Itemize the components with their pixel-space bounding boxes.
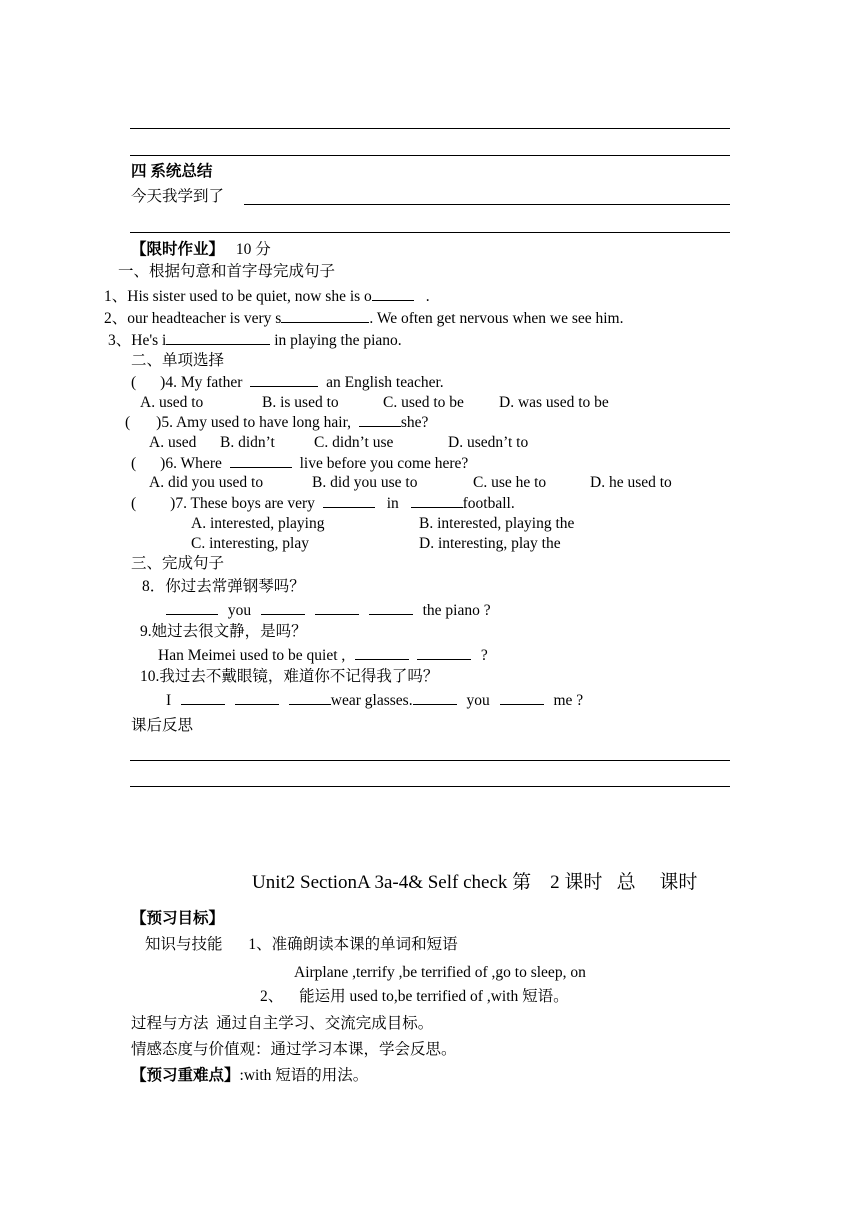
answer-paren-open[interactable]: ( (125, 414, 131, 431)
answer-blank[interactable] (372, 286, 414, 301)
answer-blank[interactable] (417, 645, 471, 660)
homework-time: 10 分 (235, 241, 271, 258)
part2-heading: 二、单项选择 (131, 352, 225, 369)
answer-blank[interactable] (235, 690, 279, 705)
skill-row-2 (260, 987, 569, 1007)
answer-blank[interactable] (289, 690, 331, 705)
q7-option-d[interactable]: D. interesting, play the (419, 535, 561, 552)
reflection-line[interactable] (130, 760, 730, 761)
answer-line (130, 155, 730, 156)
question-text-end: she? (400, 414, 429, 431)
q6-option-d[interactable]: D. he used to (590, 474, 672, 491)
q5-option-d[interactable]: D. usedn’t to (448, 434, 529, 451)
question-7 (131, 493, 515, 514)
question-5 (125, 412, 428, 433)
question-4 (131, 372, 444, 393)
q9-sentence: Han Meimei used to be quiet , (158, 647, 346, 664)
question-text: )7. These boys are very (170, 495, 315, 512)
skill-row-1 (145, 935, 458, 955)
question-text-end: football. (462, 495, 515, 512)
today-learned-prompt (131, 187, 224, 207)
question-number: 2、 (104, 310, 128, 327)
q6-option-c[interactable]: C. use he to (473, 474, 547, 491)
homework-heading: 【限时作业】 (131, 241, 225, 258)
q4-option-d[interactable]: D. was used to be (499, 394, 609, 411)
answer-blank[interactable] (315, 600, 359, 615)
part3-heading: 三、完成句子 (131, 555, 225, 572)
q10-me: me ? (553, 692, 584, 709)
answer-blank[interactable] (230, 453, 292, 468)
key-difficulty-text: :with 短语的用法。 (239, 1067, 369, 1084)
q7-option-c[interactable]: C. interesting, play (191, 535, 309, 552)
question-6 (131, 453, 468, 474)
answer-paren-open[interactable]: ( (131, 495, 137, 512)
q7-option-a[interactable]: A. interested, playing (191, 515, 325, 532)
question-2 (104, 308, 624, 329)
skill-item-2-number: 2、 (260, 988, 284, 1005)
question-text: His sister used to be quiet, now she is o (127, 288, 372, 305)
question-10-english (166, 690, 583, 711)
key-difficulty-row (131, 1066, 368, 1086)
question-text: )5. Amy used to have long hair, (156, 414, 351, 431)
q5-option-b[interactable]: B. didn’t (220, 434, 275, 451)
question-text-end: . (421, 288, 430, 305)
today-learned-line[interactable] (244, 204, 730, 205)
answer-blank[interactable] (323, 493, 375, 508)
question-text: )6. Where (160, 455, 222, 472)
question-9-english (158, 645, 488, 666)
key-difficulty-label: 【预习重难点】 (131, 1067, 240, 1084)
q9-end: ? (480, 647, 488, 664)
vocab-list: Airplane ,terrify ,be terrified of ,go to sleep, on (294, 964, 586, 981)
answer-blank[interactable] (359, 412, 401, 427)
q7-option-b[interactable]: B. interested, playing the (419, 515, 575, 532)
question-9-chinese: 9.她过去很文静，是吗？ (140, 623, 307, 640)
answer-line (130, 232, 730, 233)
question-number: 3、 (108, 332, 132, 349)
question-10-chinese: 10.我过去不戴眼镜，难道你不记得我了吗？ (140, 668, 439, 685)
answer-blank[interactable] (181, 690, 225, 705)
q4-option-c[interactable]: C. used to be (383, 394, 464, 411)
answer-blank[interactable] (281, 308, 369, 323)
question-text-mid: in (386, 495, 399, 512)
lesson-title: Unit2 SectionA 3a-4& Self check 第 2 课时 总 课时 (252, 872, 698, 893)
q10-wear: wear glasses. (330, 692, 413, 709)
question-8-english (166, 600, 491, 621)
process-method: 过程与方法 通过自主学习、交流完成目标。 (131, 1015, 434, 1032)
question-8-chinese: 8．你过去常弹钢琴吗？ (142, 578, 305, 595)
skill-item-2: 能运用 used to,be terrified of ,with 短语。 (299, 988, 569, 1005)
answer-blank[interactable] (261, 600, 305, 615)
answer-paren-open[interactable]: ( (131, 455, 137, 472)
q4-option-b[interactable]: B. is used to (262, 394, 339, 411)
answer-blank[interactable] (411, 493, 463, 508)
question-number: 1、 (104, 288, 128, 305)
homework-heading-row (131, 240, 271, 260)
answer-blank[interactable] (500, 690, 544, 705)
question-text-end: live before you come here? (299, 455, 469, 472)
today-learned-label: 今天我学到了 (131, 188, 225, 205)
answer-blank[interactable] (413, 690, 457, 705)
question-text: He's i (131, 332, 167, 349)
answer-paren-open[interactable]: ( (131, 374, 137, 391)
question-text-end: an English teacher. (326, 374, 444, 391)
answer-blank[interactable] (166, 330, 270, 345)
answer-blank[interactable] (166, 600, 218, 615)
question-3 (108, 330, 402, 351)
q5-option-c[interactable]: C. didn’t use (314, 434, 394, 451)
emotion-attitude: 情感态度与价值观：通过学习本课，学会反思。 (131, 1041, 457, 1058)
q6-option-b[interactable]: B. did you use to (312, 474, 418, 491)
section-heading-summary: 四 系统总结 (131, 163, 213, 180)
question-text: )4. My father (160, 374, 243, 391)
question-text-end: . We often get nervous when we see him. (369, 310, 624, 327)
q8-word-you: you (227, 602, 252, 619)
q8-end: the piano ? (422, 602, 491, 619)
q10-you: you (466, 692, 490, 709)
part1-heading: 一、根据句意和首字母完成句子 (118, 263, 336, 280)
skill-label: 知识与技能 (145, 936, 223, 953)
question-text: our headteacher is very s (127, 310, 282, 327)
q4-option-a[interactable]: A. used to (140, 394, 204, 411)
question-1 (104, 286, 430, 307)
question-text-end: in playing the piano. (270, 332, 402, 349)
skill-item-1: 1、准确朗读本课的单词和短语 (248, 936, 458, 953)
answer-blank[interactable] (250, 372, 318, 387)
answer-blank[interactable] (355, 645, 409, 660)
q10-word-i: I (166, 692, 172, 709)
reflection-line[interactable] (130, 786, 730, 787)
q6-option-a[interactable]: A. did you used to (149, 474, 264, 491)
answer-line (130, 128, 730, 129)
answer-blank[interactable] (369, 600, 413, 615)
reflection-label: 课后反思 (131, 717, 194, 734)
q5-option-a[interactable]: A. used (149, 434, 197, 451)
preview-goal-heading: 【预习目标】 (131, 910, 225, 927)
